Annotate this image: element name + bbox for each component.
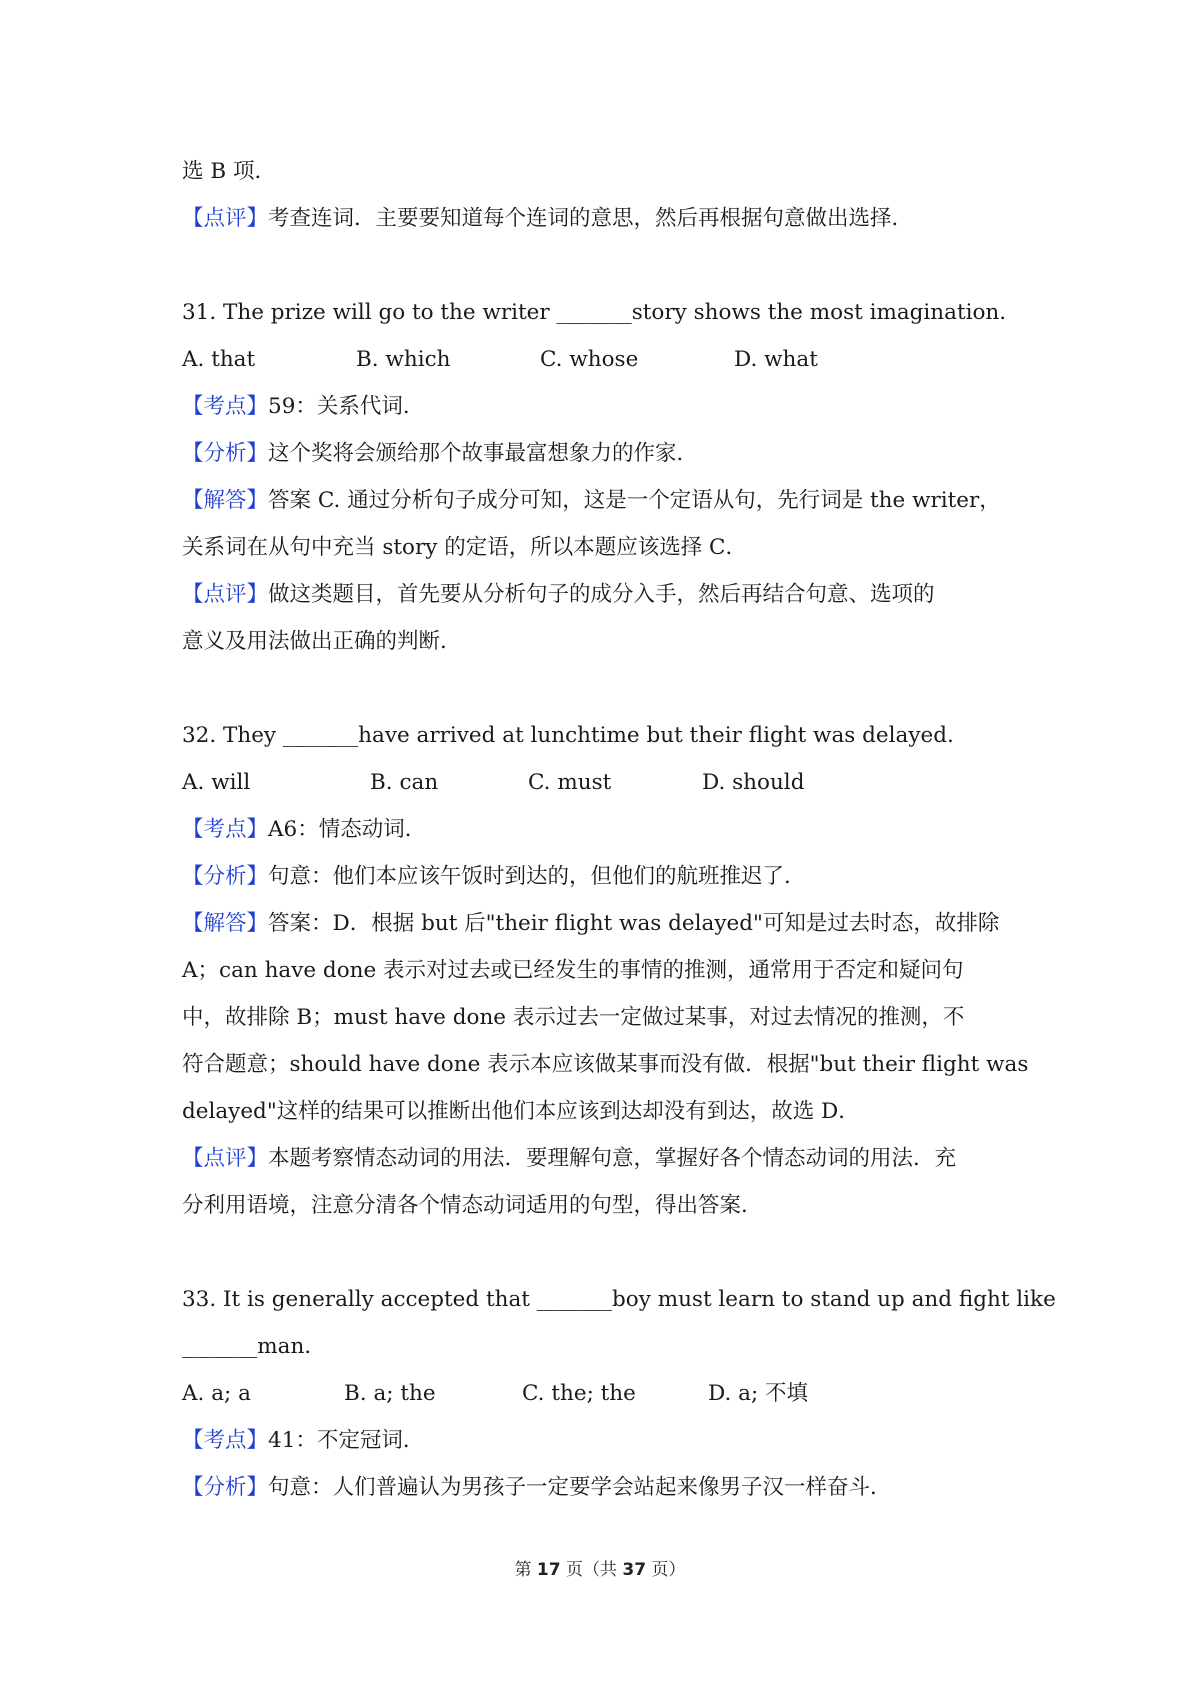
review-tag: 【点评】	[182, 206, 269, 231]
analysis-text: 这个奖将会颁给那个故事最富想象力的作家．	[268, 441, 699, 466]
footer-prefix: 第	[514, 1560, 537, 1580]
point-text: A6：情态动词．	[268, 817, 427, 842]
q31-options	[182, 336, 1022, 383]
q32-answer-line-1	[182, 900, 1022, 947]
q33-option-c: C. the; the	[522, 1381, 636, 1406]
review-text: 做这类题目，首先要从分析句子的成分入手，然后再结合句意、选项的	[268, 582, 935, 607]
q33-stem-line-2: _______man.	[182, 1334, 312, 1359]
q31-option-c: C. whose	[540, 347, 639, 372]
spacer	[182, 1229, 1022, 1276]
q32-answer-line-3: 中，故排除 B；must have done 表示过去一定做过某事，对过去情况的推测，不	[182, 1005, 965, 1030]
spacer	[182, 242, 1022, 289]
q31-point	[182, 383, 1022, 430]
q33-stem-line-1: 33. It is generally accepted that _______boy must learn to stand up and fight like	[182, 1287, 1056, 1312]
q31-answer-line-2: 关系词在从句中充当 story 的定语，所以本题应该选择 C．	[182, 535, 747, 560]
analysis-text: 句意：人们普遍认为男孩子一定要学会站起来像男子汉一样奋斗．	[268, 1475, 892, 1500]
q31-review-line-1	[182, 571, 1022, 618]
spacer	[182, 665, 1022, 712]
footer-page-number: 17	[536, 1560, 561, 1580]
review-text: 考查连词．主要要知道每个连词的意思，然后再根据句意做出选择．	[268, 206, 914, 231]
q32-analysis	[182, 853, 1022, 900]
q31-analysis	[182, 430, 1022, 477]
q32-answer-line-2: A；can have done 表示对过去或已经发生的事情的推测，通常用于否定和疑问句	[182, 958, 964, 983]
analysis-tag: 【分析】	[182, 441, 269, 466]
q32-stem: 32. They _______have arrived at lunchtime but their flight was delayed.	[182, 723, 954, 748]
analysis-tag: 【分析】	[182, 864, 269, 889]
q31-option-d: D. what	[734, 347, 818, 372]
prev-answer-line: 选 B 项．	[182, 159, 276, 184]
point-tag: 【考点】	[182, 817, 269, 842]
q32-option-c: C. must	[528, 770, 612, 795]
q32-point	[182, 806, 1022, 853]
page-content	[182, 148, 1056, 1511]
q32-review-line-1	[182, 1135, 1022, 1182]
page-footer	[0, 1555, 1200, 1580]
answer-tag: 【解答】	[182, 911, 269, 936]
q33-options	[182, 1370, 1022, 1417]
point-text: 59：关系代词．	[268, 394, 425, 419]
q31-option-b: B. which	[356, 347, 451, 372]
point-tag: 【考点】	[182, 1428, 269, 1453]
analysis-text: 句意：他们本应该午饭时到达的，但他们的航班推迟了．	[268, 864, 806, 889]
review-tag: 【点评】	[182, 1146, 269, 1171]
q33-point	[182, 1417, 1022, 1464]
q31-option-a: A. that	[182, 347, 256, 372]
q31-stem: 31. The prize will go to the writer _______story shows the most imagination.	[182, 300, 1007, 325]
answer-text: 答案：D．根据 but 后"their flight was delayed"可知是过去时态，故排除	[268, 911, 1000, 936]
point-text: 41：不定冠词．	[268, 1428, 425, 1453]
q31-review-line-2: 意义及用法做出正确的判断．	[182, 629, 462, 654]
review-tag: 【点评】	[182, 582, 269, 607]
point-tag: 【考点】	[182, 394, 269, 419]
analysis-tag: 【分析】	[182, 1475, 269, 1500]
q32-answer-line-5: delayed"这样的结果可以推断出他们本应该到达却没有到达，故选 D．	[182, 1099, 860, 1124]
q31-answer-line-1	[182, 477, 1022, 524]
q32-answer-line-4: 符合题意；should have done 表示本应该做某事而没有做．根据"but their flight was	[182, 1052, 1029, 1077]
q32-option-a: A. will	[182, 770, 251, 795]
prev-review	[182, 195, 1022, 242]
q32-option-d: D. should	[702, 770, 805, 795]
footer-suffix: 页）	[646, 1560, 686, 1580]
footer-middle: 页（共	[560, 1560, 623, 1580]
q33-analysis	[182, 1464, 1022, 1511]
q33-option-b: B. a; the	[344, 1381, 436, 1406]
q33-option-d: D. a; 不填	[708, 1381, 809, 1406]
q32-options	[182, 759, 1022, 806]
review-text: 本题考察情态动词的用法．要理解句意，掌握好各个情态动词的用法．充	[268, 1146, 957, 1171]
q32-option-b: B. can	[370, 770, 439, 795]
q33-option-a: A. a; a	[182, 1381, 251, 1406]
footer-total-pages: 37	[622, 1560, 647, 1580]
q32-review-line-2: 分利用语境，注意分清各个情态动词适用的句型，得出答案．	[182, 1193, 763, 1218]
answer-tag: 【解答】	[182, 488, 269, 513]
answer-text: 答案 C. 通过分析句子成分可知，这是一个定语从句，先行词是 the writer，	[268, 488, 1001, 513]
